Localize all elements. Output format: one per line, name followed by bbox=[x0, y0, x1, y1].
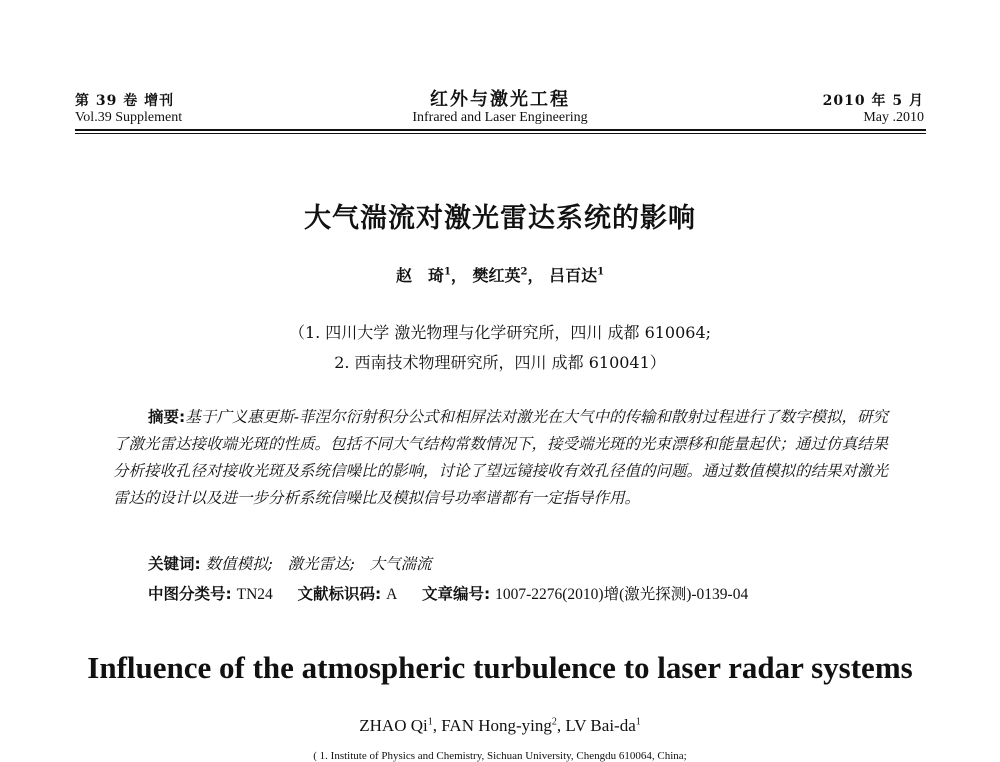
journal-name-cn: 红外与激光工程 bbox=[430, 89, 570, 110]
issue-date-cn: 2010 年 5 月 bbox=[822, 93, 924, 109]
author-en: ZHAO Qi bbox=[359, 716, 428, 735]
author-separator: , bbox=[432, 716, 442, 735]
classification-line bbox=[148, 582, 748, 604]
author-affil-mark: 2 bbox=[551, 716, 557, 728]
author-affil-mark: 1 bbox=[443, 266, 451, 278]
keyword-item: 大气湍流 bbox=[369, 555, 432, 573]
paper-title-cn: 大气湍流对激光雷达系统的影响 bbox=[304, 203, 696, 234]
author-affil-mark: 1 bbox=[597, 266, 605, 278]
authors-en bbox=[0, 716, 1000, 736]
header-rule-thick bbox=[75, 129, 926, 131]
clc-value: TN24 bbox=[236, 586, 273, 603]
author-affil-mark: 2 bbox=[520, 266, 528, 278]
doc-code-value: A bbox=[386, 586, 398, 603]
abstract-label: 摘要: bbox=[148, 408, 186, 426]
author-affil-mark: 1 bbox=[427, 716, 433, 728]
article-no-value: 1007-2276(2010)增(激光探测)-0139-04 bbox=[495, 586, 749, 603]
paper-title-en: Influence of the atmospheric turbulence to laser radar systems bbox=[87, 650, 913, 685]
keywords bbox=[148, 552, 432, 574]
author-cn: 赵 琦 bbox=[395, 266, 444, 285]
keyword-item: 激光雷达; bbox=[287, 555, 355, 573]
abstract-text: 基于广义惠更斯-菲涅尔衍射积分公式和相屏法对激光在大气中的传输和散射过程进行了数字模拟，研究了激光雷达接收端光斑的性质。包括不同大气结构常数情况下，接受端光斑的光束漂移和能量起伏；通过仿真结果分析接收孔径对接收光斑及系统信噪比的影响，讨论了望远镜接收有效孔径值的问题。通过数值模拟的结果对激光雷达的设计以及进一步分析系统信噪比及模拟信号功率谱都有一定指导作用。 bbox=[113, 408, 889, 507]
author-en: FAN Hong-ying bbox=[441, 716, 552, 735]
author-en: LV Bai-da bbox=[565, 716, 636, 735]
keyword-item: 数值模拟; bbox=[205, 555, 273, 573]
doc-code-label: 文献标识码: bbox=[297, 585, 382, 603]
affiliation-cn-line1: （1. 四川大学 激光物理与化学研究所，四川 成都 610064; bbox=[288, 323, 712, 342]
keywords-label: 关键词: bbox=[148, 555, 201, 573]
abstract bbox=[113, 404, 891, 512]
author-cn: 樊红英 bbox=[472, 266, 521, 285]
header-rule-thin bbox=[75, 133, 926, 134]
volume-label-cn: 第 39 卷 增刊 bbox=[75, 93, 175, 109]
affiliation-en-line1: ( 1. Institute of Physics and Chemistry, Sichuan University, Chengdu 610064, China; bbox=[313, 750, 687, 762]
volume-label-en: Vol.39 Supplement bbox=[75, 110, 183, 125]
authors-cn: 赵 琦$^1$， 樊红英$^2$， 吕百达$^1$ bbox=[395, 266, 605, 285]
article-no-label: 文章编号: bbox=[421, 585, 491, 603]
journal-name-en: Infrared and Laser Engineering bbox=[412, 110, 588, 125]
issue-date-en: May .2010 bbox=[863, 110, 924, 125]
clc-label: 中图分类号: bbox=[148, 585, 232, 603]
author-cn: 吕百达 bbox=[549, 266, 598, 285]
author-separator: , bbox=[556, 716, 566, 735]
author-affil-mark: 1 bbox=[635, 716, 641, 728]
affiliation-cn-line2: 2. 西南技术物理研究所，四川 成都 610041） bbox=[334, 353, 666, 372]
